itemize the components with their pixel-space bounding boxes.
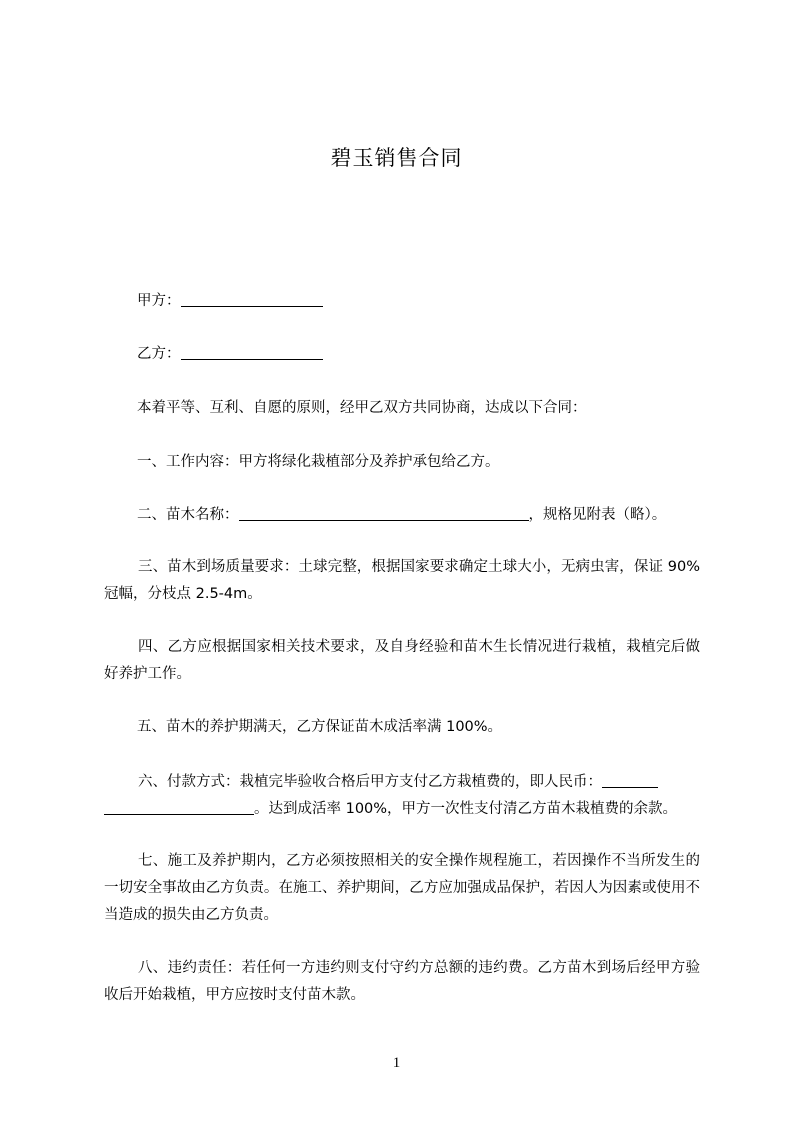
clause-3: 三、苗木到场质量要求：土球完整，根据国家要求确定土球大小，无病虫害，保证 90%冠幅，分枝点 2.5-4m。 bbox=[104, 559, 700, 602]
intro-text: 本着平等、互利、自愿的原则，经甲乙双方共同协商，达成以下合同： bbox=[137, 400, 587, 416]
payment-amount-blank-1 bbox=[602, 773, 658, 788]
party-b-label: 乙方： bbox=[137, 346, 181, 362]
party-a-line bbox=[137, 291, 323, 311]
party-b-blank bbox=[181, 345, 323, 360]
document-title: 碧玉销售合同 bbox=[330, 146, 463, 170]
clause-6 bbox=[104, 769, 700, 823]
clause-6-prefix: 六、付款方式：栽植完毕验收合格后甲方支付乙方栽植费的，即人民币： bbox=[138, 774, 602, 790]
clause-2-prefix: 二、苗木名称： bbox=[137, 507, 239, 523]
party-b-line bbox=[137, 344, 323, 364]
clause-1: 一、工作内容：甲方将绿化栽植部分及养护承包给乙方。 bbox=[137, 454, 500, 470]
payment-amount-blank-2 bbox=[104, 800, 254, 815]
clause-4: 四、乙方应根据国家相关技术要求，及自身经验和苗木生长情况进行栽植，栽植完后做好养护工作。 bbox=[104, 639, 700, 682]
seedling-name-blank bbox=[239, 506, 529, 521]
clause-7: 七、施工及养护期内，乙方必须按照相关的安全操作规程施工，若因操作不当所发生的一切安全事故由乙方负责。在施工、养护期间，乙方应加强成品保护，若因人为因素或使用不当造成的损失由乙方负责。 bbox=[104, 853, 700, 923]
clause-2-suffix: ，规格见附表（略）。 bbox=[528, 507, 667, 523]
clause-2 bbox=[137, 505, 666, 525]
clause-5: 五、苗木的养护期满天，乙方保证苗木成活率满 100%。 bbox=[137, 719, 503, 735]
clause-8: 八、违约责任：若任何一方违约则支付守约方总额的违约费。乙方苗木到场后经甲方验收后开始栽植，甲方应按时支付苗木款。 bbox=[104, 960, 700, 1003]
party-a-blank bbox=[181, 292, 323, 307]
page-number: 1 bbox=[392, 1055, 401, 1071]
party-a-label: 甲方： bbox=[137, 293, 181, 309]
clause-6-suffix: 。达到成活率 100%，甲方一次性支付清乙方苗木栽植费的余款。 bbox=[254, 801, 678, 817]
